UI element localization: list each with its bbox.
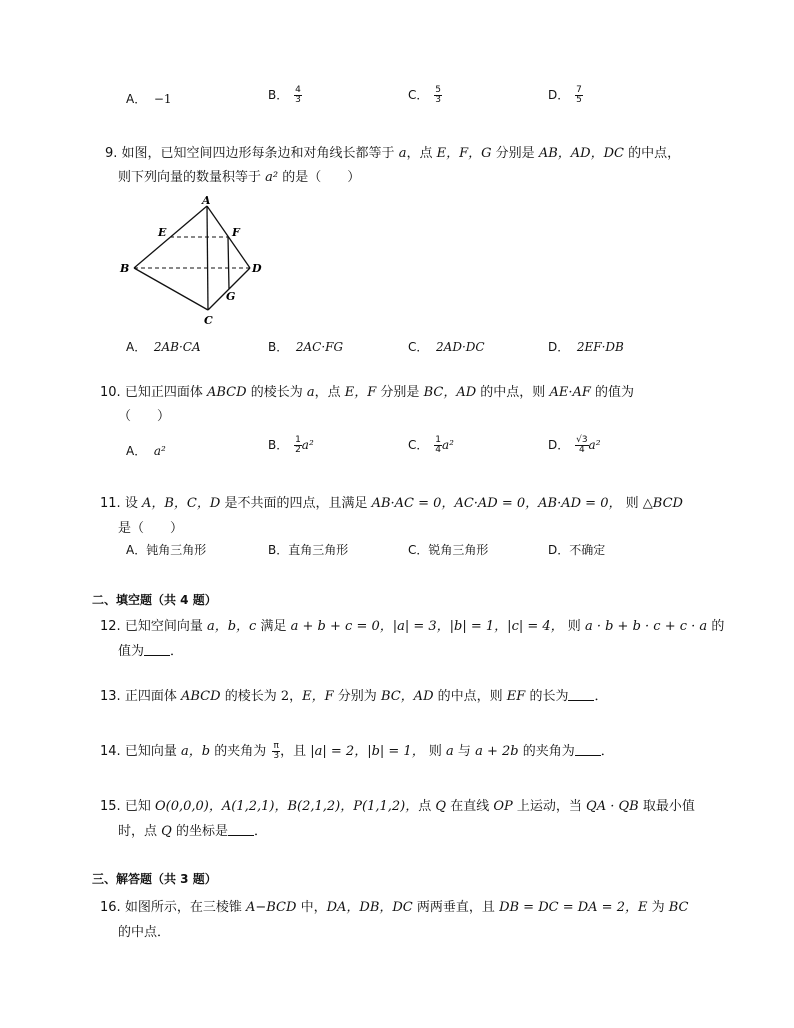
q10-option-d: D． $\frac{√3}{4}$ a² — [548, 435, 601, 455]
q8-option-d: D． $\frac{7}{5}$ — [548, 85, 582, 105]
q8-option-a: A． −1 — [126, 92, 172, 106]
fig-label-e: E — [158, 226, 167, 239]
q9-option-a: A． 2AB·CA — [126, 340, 201, 354]
q14-answer-blank[interactable] — [575, 745, 601, 756]
q9-line2: 则下列向量的数量积等于 a² 的是（ ） — [118, 170, 361, 185]
fig-label-d: D — [252, 262, 262, 275]
q9-option-c: C． 2AD·DC — [408, 340, 485, 354]
fig-label-c: C — [204, 314, 213, 327]
q10-option-a: A． a² — [126, 444, 166, 458]
q12-answer-blank[interactable] — [144, 645, 170, 656]
q13-line: 13. 正四面体 ABCD 的棱长为 2，E，F 分别为 BC，AD 的中点，则 EF 的长为 ． — [100, 689, 608, 704]
q14-line: 14. 已知向量 a，b 的夹角为 $\frac{\pi}{3}$ ，且 |a| = 2，|b| = 1， 则 a 与 a + 2b 的夹角为 ． — [100, 741, 614, 761]
q15-line1: 15. 已知 O(0,0,0)，A(1,2,1)，B(2,1,2)，P(1,1,2)，点 Q 在直线 OP 上运动，当 QA · QB 取最小值 — [100, 799, 695, 814]
q16-line2: 的中点． — [118, 925, 171, 940]
section-fill-in-heading: 二、填空题（共 4 题） — [92, 593, 217, 607]
q10-line1: 10. 已知正四面体 ABCD 的棱长为 a，点 E，F 分别是 BC，AD 的中点，则 AE·AF 的值为 — [100, 385, 635, 400]
q9-option-b: B． 2AC·FG — [268, 340, 344, 354]
q12-line2: 值为 ． — [118, 644, 184, 659]
q13-answer-blank[interactable] — [568, 690, 594, 701]
section-solution-heading: 三、解答题（共 3 题） — [92, 872, 217, 886]
fig-label-g: G — [226, 290, 236, 303]
fig-label-f: F — [232, 226, 240, 239]
q10-line2: （ ） — [118, 409, 171, 424]
q11-option-c: C．锐角三角形 — [408, 543, 489, 557]
q16-line1: 16. 如图所示，在三棱锥 A−BCD 中，DA，DB，DC 两两垂直，且 DB = DC = DA = 2，E 为 BC — [100, 900, 689, 915]
q11-option-a: A．钝角三角形 — [126, 543, 207, 557]
q10-option-c: C． $\frac{1}{4}$ a² — [408, 435, 454, 455]
q11-option-b: B．直角三角形 — [268, 543, 349, 557]
q10-option-b: B． $\frac{1}{2}$ a² — [268, 435, 314, 455]
q12-line1: 12. 已知空间向量 a，b，c 满足 a + b + c = 0，|a| = 3，|b| = 1，|c| = 4， 则 a · b + b · c + c · a 的 — [100, 619, 725, 634]
fig-label-b: B — [120, 262, 130, 275]
q8-option-c: C． $\frac{5}{3}$ — [408, 85, 441, 105]
q11-option-d: D．不确定 — [548, 543, 606, 557]
q8-option-b: B． $\frac{4}{3}$ — [268, 85, 301, 105]
q15-line2: 时，点 Q 的坐标是 ． — [118, 824, 267, 839]
fig-label-a: A — [202, 194, 211, 207]
q11-line1: 11. 设 A，B，C，D 是不共面的四点，且满足 AB·AC = 0，AC·AD = 0，AB·AD = 0， 则 △BCD — [100, 496, 683, 511]
q9-line1: 9. 如图，已知空间四边形每条边和对角线长都等于 a，点 E，F，G 分别是 AB，AD，DC 的中点， — [105, 146, 681, 161]
q9-tetrahedron-figure — [112, 192, 272, 328]
q9-option-d: D． 2EF·DB — [548, 340, 624, 354]
q11-line2: 是（ ） — [118, 521, 184, 536]
q15-answer-blank[interactable] — [228, 825, 254, 836]
